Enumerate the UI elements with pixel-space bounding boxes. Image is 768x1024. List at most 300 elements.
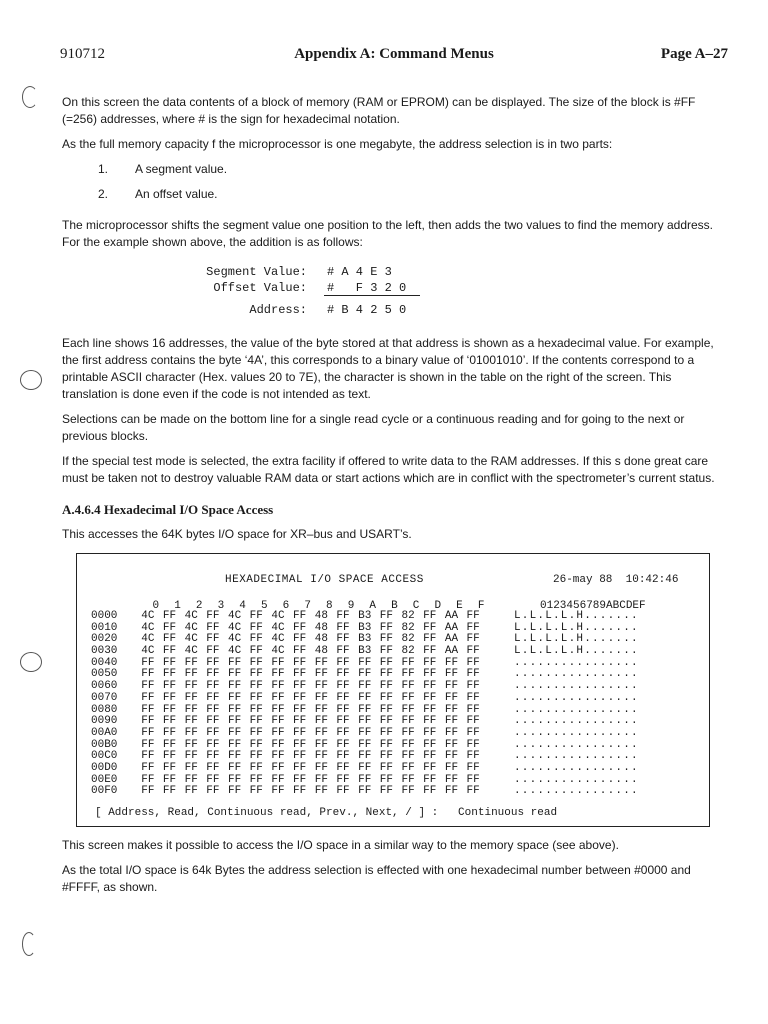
byte-value: FF [444, 703, 459, 716]
list-item [62, 186, 730, 211]
byte-value: FF [336, 645, 350, 658]
byte-value: FF [401, 750, 415, 763]
byte-value: FF [141, 680, 155, 693]
row-address: 00B0 [91, 738, 118, 751]
paragraph: This screen makes it possible to access the I/O space in a similar way to the memory space (see above). [62, 838, 619, 852]
byte-value: FF [249, 656, 263, 669]
section-heading: A.4.6.4 Hexadecimal I/O Space Access [62, 502, 274, 517]
byte-value: FF [336, 703, 350, 716]
byte-value: FF [271, 738, 285, 751]
byte-value: FF [423, 680, 437, 693]
column-index: 7 [304, 600, 311, 612]
paragraph: Selections can be made on the bottom line for a single read cycle or a continuous reading and for going to the next or previous blocks. [62, 412, 685, 443]
row-ascii: ................ [514, 750, 639, 763]
byte-value: FF [466, 645, 480, 658]
row-address: 00D0 [91, 761, 118, 774]
row-ascii: L.L.L.L.H....... [514, 610, 639, 622]
byte-value: FF [358, 703, 372, 716]
column-index: C [412, 600, 420, 612]
row-address: 00C0 [91, 750, 118, 763]
byte-value: FF [336, 691, 350, 704]
byte-value: FF [466, 773, 480, 786]
column-index: E [456, 600, 463, 612]
byte-value: FF [162, 738, 177, 751]
segment-label: Segment Value: [206, 265, 307, 279]
byte-value: 4C [227, 645, 242, 658]
byte-value: FF [314, 738, 328, 751]
byte-value: 4C [141, 610, 155, 622]
byte-value: FF [336, 668, 350, 681]
byte-value: FF [249, 610, 263, 622]
byte-value: FF [249, 715, 263, 728]
page-title: Appendix A: Command Menus [294, 46, 494, 62]
byte-value: FF [401, 668, 415, 681]
byte-value: FF [162, 715, 177, 728]
byte-value: FF [271, 691, 285, 704]
command-line: [ Address, Read, Continuous read, Prev., Next, / ] : Continuous read [95, 807, 558, 819]
byte-value: FF [249, 633, 263, 646]
byte-value: AA [444, 633, 459, 646]
hex-rows [91, 611, 639, 798]
byte-value: FF [314, 785, 328, 798]
byte-value: FF [206, 691, 220, 704]
offset-value: # F 3 2 0 [327, 281, 407, 295]
row-ascii: L.L.L.L.H....... [514, 621, 639, 634]
byte-value: 4C [184, 633, 198, 646]
column-index: B [391, 600, 398, 612]
byte-value: FF [466, 785, 480, 798]
column-index: 6 [282, 600, 290, 612]
row-ascii: ................ [514, 726, 639, 739]
byte-value: FF [314, 656, 328, 669]
byte-value: FF [206, 773, 220, 786]
binder-hole-mark [22, 932, 36, 956]
byte-value: FF [184, 656, 198, 669]
byte-value: FF [249, 726, 263, 739]
row-address: 0020 [91, 633, 118, 646]
binder-hole-mark [20, 652, 42, 672]
byte-value: B3 [358, 645, 372, 658]
screen-title: HEXADECIMAL I/O SPACE ACCESS [225, 574, 424, 586]
row-address: 0070 [91, 691, 118, 704]
paragraph: If the special test mode is selected, the extra facility if offered to write data to the RAM addresses. If this s done great care must be taken not to destroy valuable RAM data or start actions which are in conflict with the spectrometer’s current status. [62, 454, 715, 485]
row-ascii: L.L.L.L.H....... [514, 633, 639, 646]
byte-value: FF [444, 750, 459, 763]
row-address: 00E0 [91, 773, 118, 786]
byte-value: FF [314, 680, 328, 693]
column-index: F [477, 600, 485, 612]
byte-value: FF [249, 750, 263, 763]
address-label: Address: [249, 303, 307, 317]
byte-value: FF [314, 703, 328, 716]
byte-value: FF [379, 703, 393, 716]
byte-value: FF [401, 691, 415, 704]
byte-value: FF [227, 703, 242, 716]
row-address: 0080 [91, 703, 118, 716]
byte-value: FF [293, 773, 307, 786]
row-ascii: ................ [514, 680, 639, 693]
paragraph: This accesses the 64K bytes I/O space for XR–bus and USART’s. [62, 527, 412, 541]
byte-value: FF [444, 738, 459, 751]
byte-value: FF [444, 785, 459, 798]
byte-value: 48 [314, 633, 328, 646]
byte-value: FF [141, 703, 155, 716]
byte-value: FF [141, 691, 155, 704]
byte-value: FF [271, 703, 285, 716]
byte-value: FF [336, 656, 350, 669]
byte-value: FF [141, 656, 155, 669]
byte-value: FF [336, 633, 350, 646]
byte-value: FF [336, 610, 350, 622]
byte-value: FF [293, 691, 307, 704]
byte-value: 4C [271, 645, 285, 658]
byte-value: FF [379, 633, 393, 646]
byte-value: 4C [271, 610, 285, 622]
byte-value: FF [358, 668, 372, 681]
byte-value: FF [358, 656, 372, 669]
list-text: A segment value. [135, 162, 228, 176]
byte-value: FF [227, 785, 242, 798]
hex-row [91, 763, 639, 775]
byte-value: FF [379, 715, 393, 728]
byte-value: FF [401, 726, 415, 739]
byte-value: FF [444, 691, 459, 704]
hex-row [91, 786, 639, 798]
byte-value: FF [358, 750, 372, 763]
paragraph: The microprocessor shifts the segment value one position to the left, then adds the two values to find the memory address. For the example shown above, the addition is as follows: [62, 218, 714, 249]
byte-value: FF [293, 726, 307, 739]
byte-value: FF [444, 715, 459, 728]
byte-value: FF [379, 621, 393, 634]
byte-value: FF [336, 621, 350, 634]
byte-value: FF [379, 773, 393, 786]
byte-value: FF [249, 668, 263, 681]
row-ascii: L.L.L.L.H....... [514, 645, 639, 658]
byte-value: FF [227, 761, 242, 774]
paragraph: On this screen the data contents of a block of memory (RAM or EPROM) can be displayed. The size of the block is #FF (=256) addresses, where # is the sign for hexadecimal notation. [62, 95, 696, 126]
list-text: An offset value. [135, 187, 218, 201]
byte-value: FF [184, 761, 198, 774]
byte-value: FF [444, 761, 459, 774]
hex-row [91, 646, 639, 658]
byte-value: FF [336, 738, 350, 751]
byte-value: FF [227, 773, 242, 786]
byte-value: FF [227, 750, 242, 763]
column-index: A [369, 600, 377, 612]
byte-value: FF [293, 750, 307, 763]
row-address: 0050 [91, 668, 118, 681]
byte-value: FF [314, 761, 328, 774]
row-ascii: ................ [514, 738, 639, 751]
byte-value: FF [184, 785, 198, 798]
byte-value: FF [293, 703, 307, 716]
column-index: 3 [217, 600, 225, 612]
byte-value: FF [314, 691, 328, 704]
byte-value: FF [227, 668, 242, 681]
byte-value: FF [162, 691, 177, 704]
byte-value: FF [162, 726, 177, 739]
byte-value: FF [227, 715, 242, 728]
byte-value: B3 [358, 621, 372, 634]
offset-label: Offset Value: [213, 281, 307, 295]
row-bytes [137, 611, 484, 623]
column-index: 9 [347, 600, 355, 612]
byte-value: FF [358, 680, 372, 693]
byte-value: 48 [314, 621, 328, 634]
byte-value: FF [466, 726, 480, 739]
byte-value: FF [206, 761, 220, 774]
byte-value: FF [314, 750, 328, 763]
byte-value: FF [206, 785, 220, 798]
byte-value: FF [184, 703, 198, 716]
byte-value: FF [336, 680, 350, 693]
byte-value: FF [184, 773, 198, 786]
byte-value: FF [379, 738, 393, 751]
byte-value: 4C [271, 633, 285, 646]
row-address: 0060 [91, 680, 118, 693]
byte-value: FF [466, 750, 480, 763]
hex-row [91, 728, 639, 740]
row-ascii: ................ [514, 656, 639, 669]
byte-value: FF [293, 621, 307, 634]
byte-value: FF [444, 656, 459, 669]
byte-value: FF [423, 726, 437, 739]
byte-value: 82 [401, 610, 415, 622]
byte-value: FF [379, 668, 393, 681]
byte-value: 48 [314, 610, 328, 622]
byte-value: FF [444, 668, 459, 681]
byte-value: FF [466, 668, 480, 681]
document-number: 910712 [60, 46, 105, 62]
byte-value: FF [379, 750, 393, 763]
row-ascii: ................ [514, 773, 639, 786]
byte-value: FF [314, 726, 328, 739]
byte-value: FF [184, 738, 198, 751]
byte-value: FF [271, 773, 285, 786]
byte-value: FF [206, 680, 220, 693]
row-address: 0090 [91, 715, 118, 728]
byte-value: FF [293, 761, 307, 774]
byte-value: FF [271, 726, 285, 739]
address-calculation [62, 259, 730, 321]
byte-value: FF [271, 785, 285, 798]
byte-value: FF [184, 750, 198, 763]
byte-value: FF [249, 621, 263, 634]
byte-value: AA [444, 645, 459, 658]
list-item [62, 161, 730, 186]
list-number: 2. [98, 187, 109, 201]
byte-value: FF [162, 785, 177, 798]
byte-value: FF [271, 761, 285, 774]
byte-value: FF [162, 656, 177, 669]
byte-value: FF [206, 645, 220, 658]
byte-value: FF [466, 691, 480, 704]
byte-value: FF [379, 680, 393, 693]
byte-value: FF [227, 691, 242, 704]
byte-value: FF [379, 726, 393, 739]
byte-value: FF [227, 656, 242, 669]
byte-value: FF [141, 773, 155, 786]
byte-value: FF [358, 726, 372, 739]
byte-value: FF [184, 715, 198, 728]
byte-value: FF [336, 773, 350, 786]
row-bytes [137, 786, 484, 798]
byte-value: B3 [358, 610, 372, 622]
row-address: 0000 [91, 610, 118, 622]
byte-value: FF [423, 633, 437, 646]
byte-value: FF [336, 785, 350, 798]
byte-value: FF [141, 750, 155, 763]
row-ascii: ................ [514, 785, 639, 798]
byte-value: FF [249, 738, 263, 751]
byte-value: FF [466, 656, 480, 669]
byte-value: FF [206, 703, 220, 716]
binder-hole-mark [22, 86, 38, 108]
byte-value: FF [336, 761, 350, 774]
byte-value: FF [336, 726, 350, 739]
byte-value: 4C [227, 633, 242, 646]
byte-value: FF [423, 621, 437, 634]
page-body [62, 94, 730, 904]
byte-value: FF [293, 738, 307, 751]
byte-value: FF [162, 703, 177, 716]
row-address: 00F0 [91, 785, 118, 798]
byte-value: FF [162, 750, 177, 763]
numbered-list [62, 161, 730, 211]
byte-value: FF [293, 785, 307, 798]
byte-value: 4C [227, 621, 242, 634]
byte-value: FF [423, 785, 437, 798]
io-space-screen [76, 553, 710, 827]
binder-hole-mark [20, 370, 42, 390]
column-index: 8 [326, 600, 333, 612]
byte-value: FF [249, 761, 263, 774]
byte-value: FF [293, 656, 307, 669]
byte-value: FF [227, 738, 242, 751]
row-bytes [137, 646, 484, 658]
byte-value: FF [184, 691, 198, 704]
byte-value: FF [249, 785, 263, 798]
column-index: 1 [174, 600, 181, 612]
list-number: 1. [98, 162, 109, 176]
paragraph: As the total I/O space is 64k Bytes the address selection is effected with one hexadecimal number between #0000 and #FFFF, as shown. [62, 863, 691, 894]
byte-value: FF [314, 668, 328, 681]
row-bytes [137, 693, 484, 705]
row-bytes [137, 728, 484, 740]
row-address: 0030 [91, 645, 118, 658]
byte-value: FF [162, 680, 177, 693]
page-number: Page A–27 [660, 46, 728, 62]
row-address: 00A0 [91, 726, 118, 739]
row-bytes [137, 763, 484, 775]
paragraph: Each line shows 16 addresses, the value of the byte stored at that address is shown as a hexadecimal value. For example, the first address contains the byte ‘4A’, this corresponds to a binary value of ‘01001010’. If the contents correspond to a printable ASCII character (Hex. values 20 to 7E), the character is shown in the table on the right of the screen. This translation is done even if the code is not intended as text. [62, 336, 714, 401]
row-ascii: ................ [514, 668, 639, 681]
hex-row [91, 693, 639, 705]
column-index: 2 [195, 600, 203, 612]
byte-value: FF [206, 738, 220, 751]
byte-value: FF [206, 668, 220, 681]
byte-value: FF [379, 645, 393, 658]
column-index: D [434, 600, 442, 612]
byte-value: FF [466, 761, 480, 774]
byte-value: FF [444, 773, 459, 786]
byte-value: FF [401, 680, 415, 693]
byte-value: FF [444, 726, 459, 739]
byte-value: 4C [141, 645, 155, 658]
byte-value: FF [206, 610, 220, 622]
byte-value: 4C [141, 633, 155, 646]
byte-value: FF [423, 773, 437, 786]
byte-value: FF [358, 761, 372, 774]
byte-value: FF [293, 680, 307, 693]
byte-value: FF [423, 761, 437, 774]
byte-value: FF [314, 773, 328, 786]
byte-value: 4C [184, 645, 198, 658]
row-ascii: ................ [514, 761, 639, 774]
byte-value: FF [466, 610, 480, 622]
byte-value: FF [379, 761, 393, 774]
byte-value: FF [293, 668, 307, 681]
column-index: 4 [239, 600, 246, 612]
byte-value: AA [444, 610, 459, 622]
byte-value: FF [336, 715, 350, 728]
byte-value: B3 [358, 633, 372, 646]
byte-value: FF [423, 703, 437, 716]
byte-value: FF [206, 656, 220, 669]
column-index: 0 [152, 600, 160, 612]
byte-value: FF [466, 715, 480, 728]
byte-value: FF [293, 610, 307, 622]
screen-datetime: 26-may 88 10:42:46 [553, 574, 679, 586]
byte-value: 4C [227, 610, 242, 622]
byte-value: FF [379, 785, 393, 798]
byte-value: FF [162, 610, 177, 622]
byte-value: FF [206, 715, 220, 728]
byte-value: FF [227, 726, 242, 739]
row-ascii: ................ [514, 691, 639, 704]
byte-value: FF [358, 738, 372, 751]
byte-value: FF [423, 610, 437, 622]
byte-value: FF [401, 715, 415, 728]
segment-value: # A 4 E 3 [327, 265, 392, 279]
byte-value: 82 [401, 621, 415, 634]
byte-value: FF [249, 645, 263, 658]
paragraph: As the full memory capacity f the microprocessor is one megabyte, the address selection is in two parts: [62, 137, 613, 151]
byte-value: FF [141, 761, 155, 774]
address-value: # B 4 2 5 0 [327, 303, 407, 317]
byte-value: FF [206, 621, 220, 634]
byte-value: FF [423, 750, 437, 763]
byte-value: AA [444, 621, 459, 634]
byte-value: FF [293, 633, 307, 646]
byte-value: FF [444, 680, 459, 693]
ascii-column-header: 0123456789ABCDEF [540, 600, 646, 612]
byte-value: FF [249, 691, 263, 704]
byte-value: FF [206, 750, 220, 763]
byte-value: 82 [401, 645, 415, 658]
byte-value: FF [249, 680, 263, 693]
byte-value: FF [249, 773, 263, 786]
byte-value: FF [184, 668, 198, 681]
byte-value: FF [401, 785, 415, 798]
byte-value: 4C [141, 621, 155, 634]
byte-value: FF [423, 668, 437, 681]
hex-row [91, 611, 639, 623]
byte-value: FF [358, 715, 372, 728]
byte-value: FF [293, 645, 307, 658]
byte-value: FF [162, 668, 177, 681]
byte-value: FF [271, 750, 285, 763]
